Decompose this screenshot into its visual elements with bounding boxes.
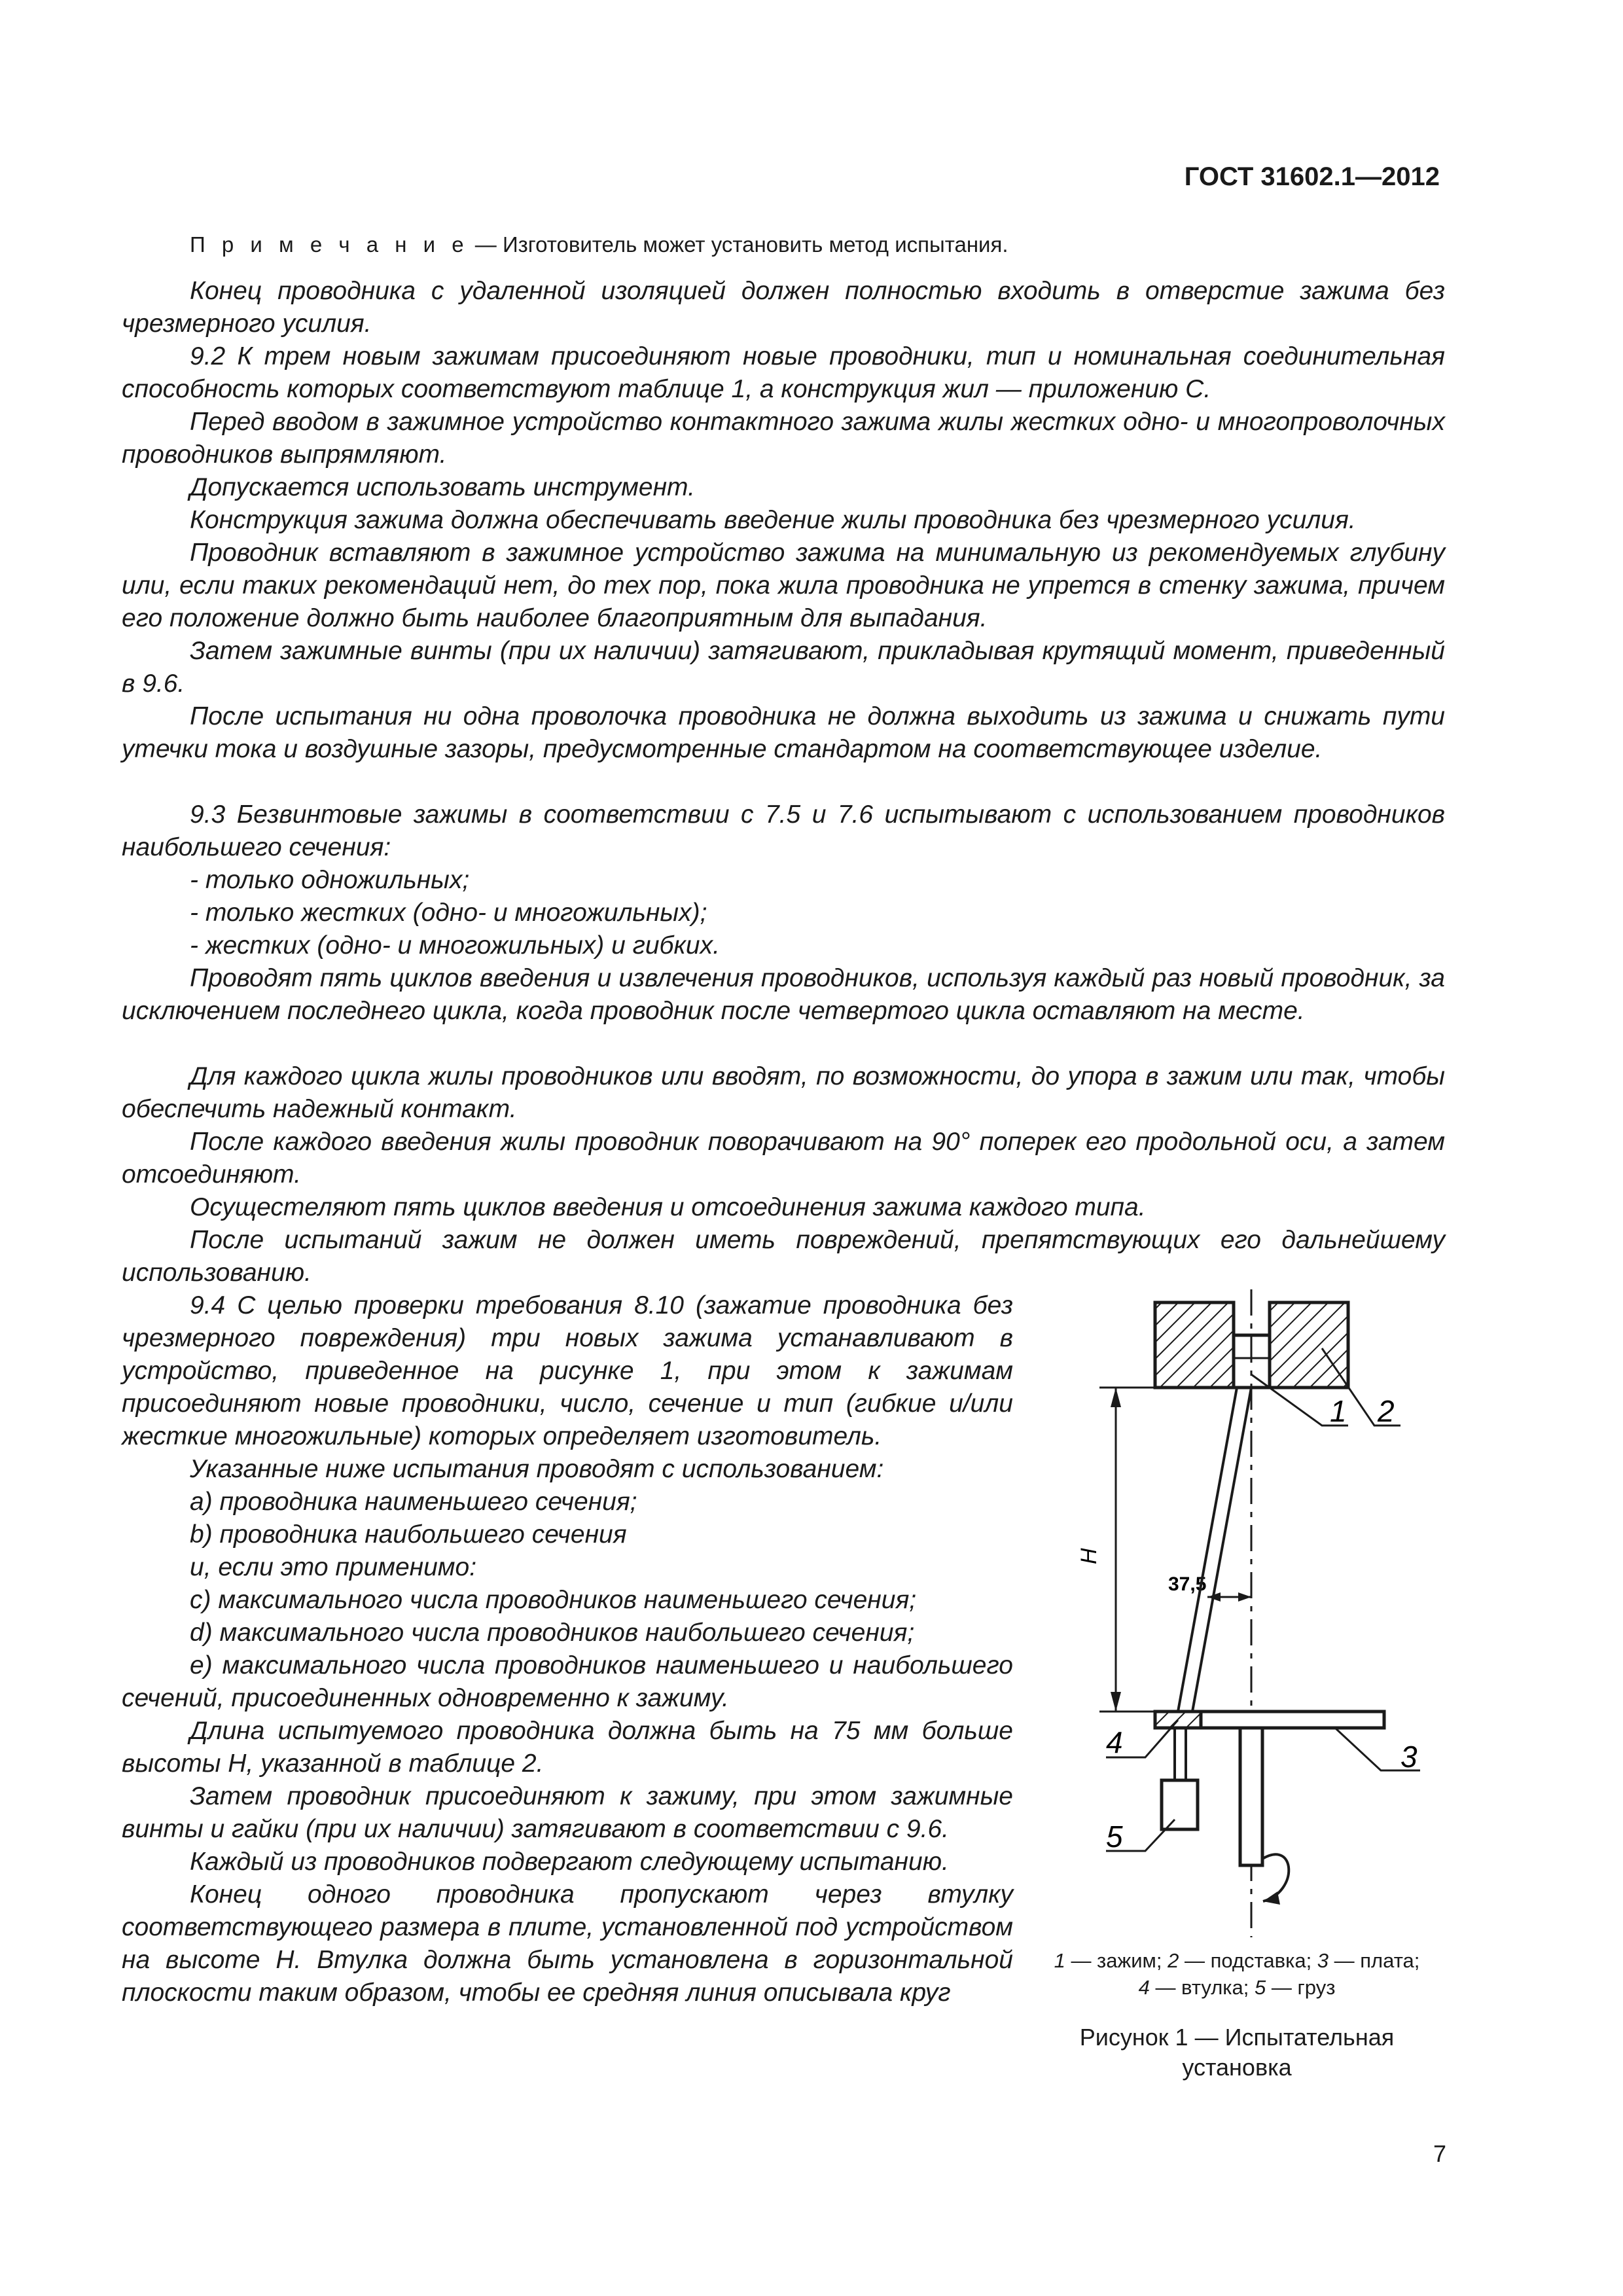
height-dimension xyxy=(1099,1388,1237,1712)
figure-title: Рисунок 1 — Испытательная установка xyxy=(1079,2024,1395,2081)
paragraph: Длина испытуемого проводника должна быть на 75 мм больше высоты H, указанной в таблице 2. xyxy=(122,1717,1013,1778)
paragraph: Затем проводник присоединяют к зажиму, при этом зажимные винты и гайки (при их наличии) затягивают в соответствии с 9.6. xyxy=(122,1782,1013,1843)
paragraph: 9.3 Безвинтовые зажимы в соответствии с 7.5 и 7.6 испытывают с использованием проводников наибольшего сечения: xyxy=(122,800,1445,861)
paragraph: Конструкция зажима должна обеспечивать введение жилы проводника без чрезмерного усилия. xyxy=(190,506,1356,534)
paragraph: После испытаний зажим не должен иметь повреждений, препятствующих его дальнейшему использованию. xyxy=(122,1226,1445,1287)
dimension-h-label: H xyxy=(1077,1548,1101,1564)
paragraph: После испытания ни одна проволочка проводника не должна выходить из зажима и снижать пути утечки тока и воздушные зазоры, предусмотренные стандартом на соответствующее изделие. xyxy=(122,702,1445,763)
paragraph: После каждого введения жилы проводник поворачивают на 90° поперек его продольной оси, а затем отсоединяют. xyxy=(122,1128,1445,1189)
paragraph: Затем зажимные винты (при их наличии) затягивают, прикладывая крутящий момент, приведенный в 9.6. xyxy=(122,637,1445,698)
paragraph: Проводник вставляют в зажимное устройство зажима на минимальную из рекомендуемых глубину или, если таких рекомендаций нет, до тех пор, пока жила проводника не упрется в стенку зажима, причем его положение должно быть наиболее благоприятным для выпадания. xyxy=(122,539,1445,632)
label-2: 2 xyxy=(1378,1394,1395,1428)
weight xyxy=(1162,1780,1198,1829)
conductor xyxy=(1178,1388,1251,1712)
label-3: 3 xyxy=(1400,1740,1418,1774)
paragraph: Для каждого цикла жилы проводников или вводят, по возможности, до упора в зажим или так, чтобы обеспечить надежный контакт. xyxy=(122,1062,1445,1123)
paragraph: 9.4 С целью проверки требования 8.10 (зажатие проводника без чрезмерного повреждения) три новых зажима устанавливают в устройство, приведенное на рисунке 1, при этом к зажимам присоединяют новые проводники, число, сечение и тип (гибкие и/или жесткие многожильные) которых определяет изготовитель. xyxy=(122,1291,1013,1450)
paragraph: Каждый из проводников подвергают следующему испытанию. xyxy=(190,1848,949,1876)
list-item: a) проводника наименьшего сечения; xyxy=(190,1488,637,1516)
note xyxy=(190,232,1008,257)
note-text: — Изготовитель может установить метод испытания. xyxy=(469,232,1008,257)
page-number: 7 xyxy=(1433,2140,1446,2167)
bushing xyxy=(1155,1712,1201,1728)
paragraph: Конец одного проводника пропускают через втулку соответствующего размера в плите, установленной под устройством на высоте H. Втулка должна быть установлена в горизонтальной плоскости таким образом, чтобы ее средняя линия описывала круг xyxy=(122,1880,1013,2007)
figure-legend: 1 — зажим; 2 — подставка; 3 — плата; 4 — втулка; 5 — груз xyxy=(1054,1949,1420,1999)
shaft xyxy=(1240,1728,1262,1865)
dimension-offset-label: 37,5 xyxy=(1168,1573,1207,1595)
paragraph: Указанные ниже испытания проводят с использованием: xyxy=(190,1455,884,1483)
list-item: c) максимального числа проводников наименьшего сечения; xyxy=(190,1586,917,1614)
list-item: и, если это применимо: xyxy=(190,1553,477,1581)
paragraph: Допускается использовать инструмент. xyxy=(190,473,695,501)
label-1: 1 xyxy=(1330,1394,1347,1428)
paragraph: 9.2 К трем новым зажимам присоединяют новые проводники, тип и номинальная соединительная способность которых соответствуют таблице 1, а конструкция жил — приложению С. xyxy=(122,342,1445,403)
note-label: П р и м е ч а н и е xyxy=(190,232,469,257)
list-item: b) проводника наибольшего сечения xyxy=(190,1520,627,1549)
list-item: - только жестких (одно- и многожильных); xyxy=(190,899,707,927)
document-header: ГОСТ 31602.1—2012 xyxy=(1184,162,1440,191)
paragraph: Перед вводом в зажимное устройство контактного зажима жилы жестких одно- и многопроволочных проводников выпрямляют. xyxy=(122,408,1445,469)
list-item: - только одножильных; xyxy=(190,866,470,894)
list-item: - жестких (одно- и многожильных) и гибких. xyxy=(190,931,720,960)
paragraph: Осущестеляют пять циклов введения и отсоединения зажима каждого типа. xyxy=(190,1193,1146,1221)
rotation-arrowhead xyxy=(1263,1892,1280,1905)
paragraph: Конец проводника с удаленной изоляцией должен полностью входить в отверстие зажима без чрезмерного усилия. xyxy=(122,277,1445,338)
label-5: 5 xyxy=(1106,1820,1123,1854)
test-setup-figure xyxy=(1047,1283,1453,1937)
list-item: e) максимального числа проводников наименьшего и наибольшего сечений, присоединенных одновременно к зажиму. xyxy=(122,1651,1013,1712)
paragraph: Проводят пять циклов введения и извлечения проводников, используя каждый раз новый проводник, за исключением последнего цикла, когда проводник после четвертого цикла оставляют на месте. xyxy=(122,964,1445,1025)
list-item: d) максимального числа проводников наибольшего сечения; xyxy=(190,1619,915,1647)
label-4: 4 xyxy=(1106,1725,1123,1759)
